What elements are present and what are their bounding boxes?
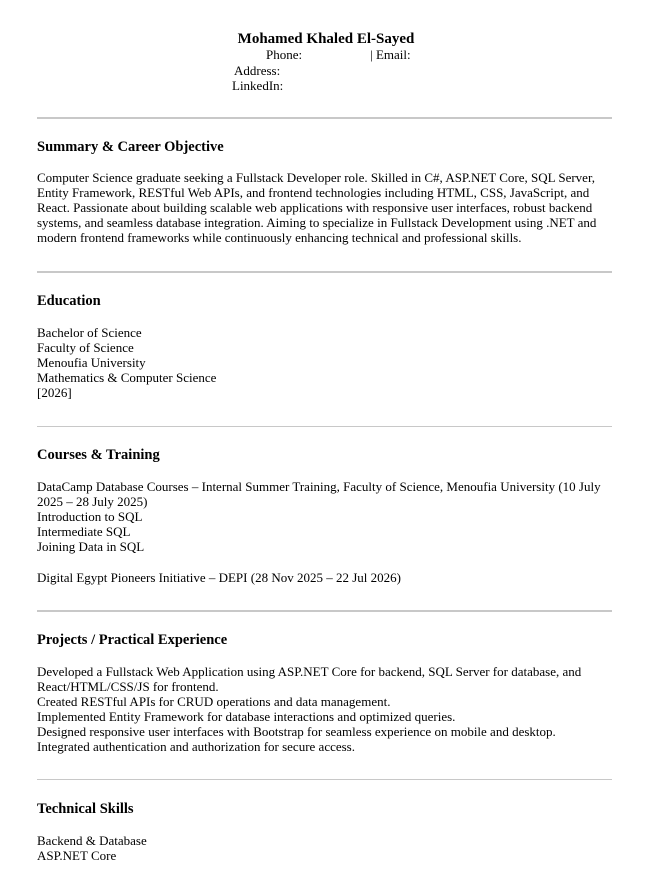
- section-divider: [37, 271, 612, 273]
- phone-label: Phone:: [266, 47, 303, 62]
- project-line: Implemented Entity Framework for database interactions and optimized queries.: [37, 709, 456, 724]
- summary-text: [37, 170, 612, 245]
- project-line: Designed responsive user interfaces with Bootstrap for seamless experience on mobile and desktop.: [37, 724, 556, 739]
- education-major: Mathematics & Computer Science: [37, 370, 217, 385]
- section-divider: [37, 610, 612, 612]
- education-list: [37, 325, 612, 400]
- summary-line: systems, and seamless database integration. Aiming to specialize in Fullstack Development using .NET and: [37, 215, 597, 230]
- courses-heading: Courses & Training: [37, 447, 160, 463]
- depi-line: Digital Egypt Pioneers Initiative – DEPI (28 Nov 2025 – 22 Jul 2026): [37, 570, 401, 585]
- courses-list: [37, 479, 612, 554]
- email-label: | Email:: [370, 47, 411, 62]
- contact-line: [266, 47, 411, 62]
- project-line: Developed a Fullstack Web Application using ASP.NET Core for backend, SQL Server for database, and: [37, 664, 582, 679]
- skills-heading: Technical Skills: [37, 801, 134, 817]
- course-item: Intermediate SQL: [37, 524, 131, 539]
- education-faculty: Faculty of Science: [37, 340, 134, 355]
- education-heading: Education: [37, 293, 101, 309]
- course-line: DataCamp Database Courses – Internal Summer Training, Faculty of Science, Menoufia University (10 July: [37, 479, 601, 494]
- project-line: Integrated authentication and authorization for secure access.: [37, 739, 355, 754]
- education-university: Menoufia University: [37, 355, 146, 370]
- section-divider: [37, 426, 612, 427]
- skill-line: ASP.NET Core: [37, 848, 117, 863]
- project-line: React/HTML/CSS/JS for frontend.: [37, 679, 219, 694]
- section-divider: [37, 779, 612, 780]
- skills-list: [37, 833, 612, 863]
- education-year: [2026]: [37, 385, 72, 400]
- skill-line: Backend & Database: [37, 833, 147, 848]
- projects-list: [37, 664, 612, 754]
- summary-line: Computer Science graduate seeking a Fullstack Developer role. Skilled in C#, ASP.NET Core, SQL Server,: [37, 170, 596, 185]
- projects-heading: Projects / Practical Experience: [37, 632, 228, 648]
- project-line: Created RESTful APIs for CRUD operations and data management.: [37, 694, 391, 709]
- summary-line: React. Passionate about building scalable web applications with responsive user interfaces, robust backend: [37, 200, 593, 215]
- candidate-name: Mohamed Khaled El-Sayed: [237, 31, 415, 47]
- summary-line: modern frontend frameworks while continuously enhancing technical and professional skills.: [37, 230, 522, 245]
- summary-line: Entity Framework, RESTful Web APIs, and frontend technologies including HTML, CSS, JavaScript, and: [37, 185, 590, 200]
- linkedin-label: LinkedIn:: [232, 78, 284, 93]
- education-degree: Bachelor of Science: [37, 325, 142, 340]
- course-item: Introduction to SQL: [37, 509, 143, 524]
- section-divider: [37, 117, 612, 119]
- course-line: 2025 – 28 July 2025): [37, 494, 148, 509]
- summary-heading: Summary & Career Objective: [37, 139, 224, 155]
- address-label: Address:: [234, 63, 281, 78]
- course-item: Joining Data in SQL: [37, 539, 145, 554]
